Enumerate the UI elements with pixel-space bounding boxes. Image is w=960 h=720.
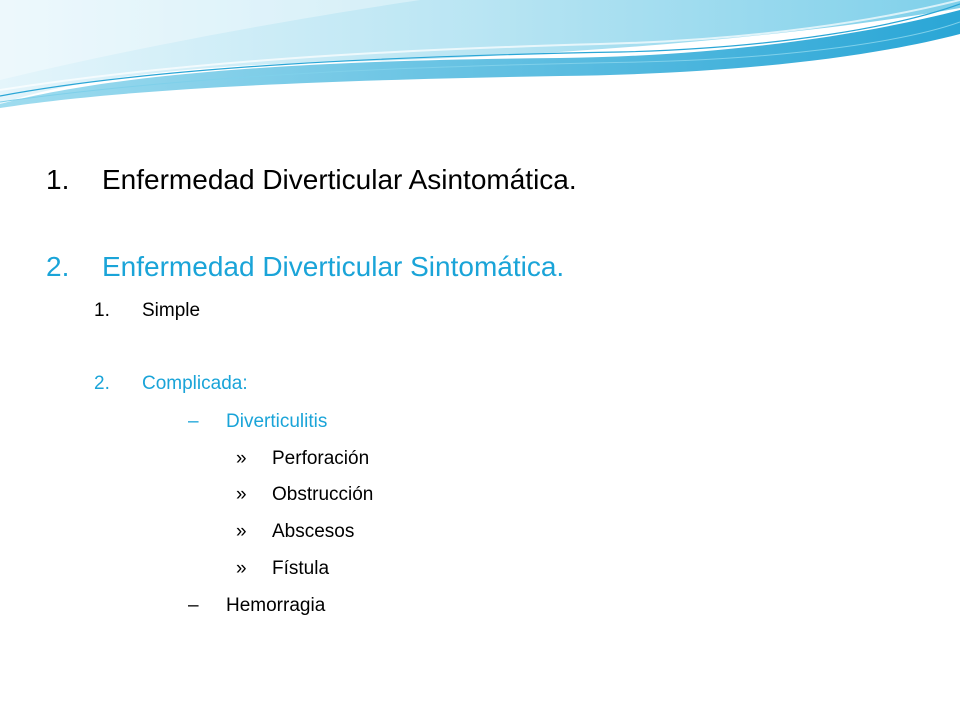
outline-text: Fístula (272, 558, 330, 579)
chevron-bullet-icon: » (236, 448, 247, 469)
dash-bullet: – (188, 595, 199, 616)
outline-number: 1. (94, 300, 110, 321)
chevron-bullet-icon: » (236, 484, 247, 505)
header-wave-decoration (0, 0, 960, 120)
outline-text: Abscesos (272, 521, 355, 542)
chevron-bullet-icon: » (236, 521, 247, 542)
outline-number: 2. (46, 251, 70, 282)
outline-text: Perforación (272, 448, 370, 469)
outline-number: 1. (46, 164, 70, 195)
outline-text: Enfermedad Diverticular Sintomática. (102, 251, 565, 282)
outline-text: Complicada: (142, 373, 248, 394)
outline-text: Diverticulitis (226, 411, 328, 432)
outline-text: Hemorragia (226, 595, 326, 616)
outline-number: 2. (94, 373, 110, 394)
dash-bullet: – (188, 411, 199, 432)
outline-text: Simple (142, 300, 201, 321)
outline-text: Obstrucción (272, 484, 374, 505)
outline-text: Enfermedad Diverticular Asintomática. (102, 164, 577, 195)
chevron-bullet-icon: » (236, 558, 247, 579)
